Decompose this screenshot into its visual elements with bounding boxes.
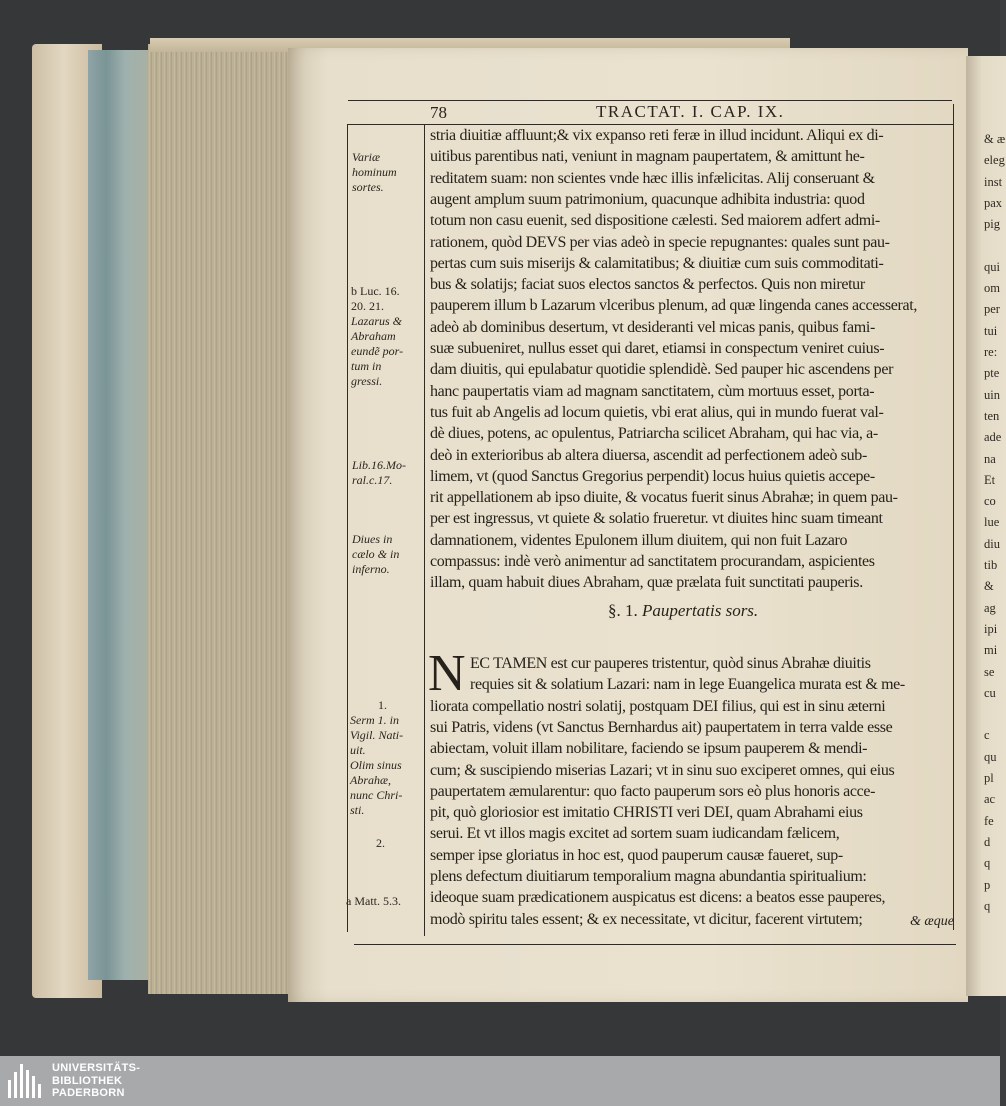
library-logo-icon bbox=[8, 1064, 44, 1098]
margin-note-matt bbox=[346, 894, 401, 909]
text-line: damnationem, videntes Epulonem illum diuitem, qui non fuit Lazaro bbox=[430, 531, 848, 549]
margin-note-line: uit. bbox=[350, 743, 366, 757]
text-line: dè diues, potens, ac opulentus, Patriarcha scilicet Abraham, qui hac via, a- bbox=[430, 425, 878, 443]
text-line: augent amplum suum patrimonium, quacunque adhibita industria: quod bbox=[430, 190, 865, 208]
recto-fragment: re: bbox=[984, 345, 998, 359]
running-head: TRACTAT. I. CAP. IX. bbox=[596, 102, 785, 121]
text-line: suæ subueniret, nullus esset qui daret, etiamsi in conspectum veniret cuius- bbox=[430, 340, 885, 357]
recto-fragment: cu bbox=[984, 685, 996, 700]
margin-note-line: Abrahæ, bbox=[350, 773, 392, 787]
margin-note-moral bbox=[352, 458, 406, 488]
margin-note-line: tum in bbox=[351, 359, 382, 373]
recto-fragment: pl bbox=[984, 771, 994, 785]
margin-note-varia bbox=[352, 150, 397, 195]
text-line: cum; & suscipiendo miserias Lazari; vt in sinu suo exciperet omnes, qui eius bbox=[430, 761, 895, 779]
margin-note-line: nunc Chri- bbox=[350, 788, 403, 802]
margin-note-line: inferno. bbox=[352, 562, 390, 576]
recto-fragment: co bbox=[984, 494, 996, 509]
text-line: pauperem illum b Lazarum vlceribus plenum, ad quæ lingenda canes accesserat, bbox=[430, 297, 917, 315]
recto-fragment: ipi bbox=[984, 621, 998, 636]
library-name-line: BIBLIOTHEK bbox=[52, 1074, 123, 1087]
section-number: §. 1. bbox=[608, 601, 638, 620]
text-line: totum non casu euenit, sed dispositione cælesti. Sed maiorem adfert admi- bbox=[430, 212, 880, 230]
text-line: stria diuitiæ affluunt;& vix expanso reti feræ in illud incidunt. Aliqui ex di- bbox=[430, 127, 884, 144]
recto-fragment: q bbox=[984, 856, 991, 871]
margin-note-line: a Matt. 5.3. bbox=[346, 894, 401, 908]
recto-fragment: diu bbox=[984, 536, 1000, 551]
recto-fragment: c bbox=[984, 728, 990, 743]
margin-note-line: Lib.16.Mo- bbox=[352, 458, 406, 472]
text-line: ideoque suam prædicationem auspicatus est dicens: a beatos esse pauperes, bbox=[430, 889, 886, 907]
text-line: pertas cum suis miserijs & calamitatibus; & diuitiæ cum suis commoditati- bbox=[430, 254, 884, 272]
recto-fragment: ten bbox=[984, 408, 1000, 423]
text-line: rit appellationem ab ipso diuite, & vocatus fuerit sinus Abrahæ; in quem pau- bbox=[430, 489, 898, 507]
recto-fragment: mi bbox=[984, 643, 998, 658]
text-line: dam diuitis, qui epulabatur quotidie splendidè. Sed pauper hic ascendens per bbox=[430, 361, 894, 379]
margin-note-line: Vigil. Nati- bbox=[350, 728, 404, 742]
recto-fragment: na bbox=[984, 451, 996, 466]
recto-fragment: inst bbox=[984, 174, 1003, 189]
text-line: plens defectum diuitiarum temporalium magna abundantia spiritualium: bbox=[430, 868, 867, 885]
margin-note-line: Serm 1. in bbox=[350, 713, 399, 727]
text-line: sui Patris, videns (vt Sanctus Bernhardus ait) paupertatem in terra valde esse bbox=[430, 718, 893, 736]
recto-fragment: lue bbox=[984, 515, 1000, 530]
margin-note-line: Olim sinus bbox=[350, 758, 402, 772]
margin-note-line: cælo & in bbox=[352, 547, 400, 561]
recto-fragment: uin bbox=[984, 387, 1000, 402]
recto-fragment: & bbox=[984, 579, 994, 594]
header-rule bbox=[348, 100, 952, 101]
margin-note-number-2 bbox=[376, 836, 385, 851]
page-stack bbox=[148, 44, 298, 994]
margin-note-line: 2. bbox=[376, 836, 385, 850]
footer-rule bbox=[354, 944, 956, 945]
footer-bar bbox=[0, 1056, 1000, 1106]
text-line: pit, quò gloriosior est imitatio CHRISTI veri DEI, quam Abrahami eius bbox=[430, 804, 863, 822]
library-name-line: PADERBORN bbox=[52, 1087, 125, 1099]
text-line: hanc paupertatis viam ad magnam sanctitatem, cùm mortuus esset, porta- bbox=[430, 382, 875, 400]
margin-column-rule-left bbox=[347, 124, 348, 932]
margin-note-line: b Luc. 16. bbox=[351, 284, 400, 298]
margin-note-line: eundẽ por- bbox=[351, 344, 404, 358]
margin-note-line: 20. 21. bbox=[351, 299, 384, 313]
text-line: per est ingressus, vt quiete & solatio frueretur. vt diuites hinc suam timeant bbox=[430, 510, 883, 528]
recto-fragment: fe bbox=[984, 813, 994, 828]
text-line: uitibus parentibus nati, veniunt in magnam paupertatem, & amittunt he- bbox=[430, 148, 865, 166]
recto-fragment: se bbox=[984, 664, 995, 679]
text-line: illam, quam habuit diues Abraham, quæ prælata fuit sunctitati pauperis. bbox=[430, 574, 863, 592]
margin-note-line: 1. bbox=[378, 698, 387, 712]
text-block-rule-right bbox=[953, 104, 954, 930]
recto-fragment: pte bbox=[984, 366, 1000, 381]
recto-fragment: qu bbox=[984, 749, 997, 764]
text-line: reditatem suam: non scientes vnde hæc illis infælicitas. Alij conseruant & bbox=[430, 169, 875, 187]
text-line: deò in exterioribus ab altera diuersa, ascendit ad perfectionem adeò sub- bbox=[430, 446, 867, 464]
text-line: modò spiritu tales essent; & ex necessitate, vt dicitur, facerent virtutem; bbox=[430, 910, 863, 928]
recto-fragment: eleg bbox=[984, 153, 1005, 168]
margin-note-line: Variæ bbox=[352, 150, 381, 164]
text-line: liorata compellatio nostri solatij, postquam DEI filius, qui est in sinu æterni bbox=[430, 697, 886, 715]
library-name bbox=[52, 1062, 140, 1100]
margin-note-line: gressi. bbox=[351, 374, 383, 388]
text-line: paupertatem æmularentur: quo facto pauperum sors eò plus honoris acce- bbox=[430, 782, 876, 800]
page-number: 78 bbox=[430, 103, 447, 122]
recto-fragment: qui bbox=[984, 259, 1000, 274]
recto-fragment: d bbox=[984, 834, 991, 849]
text-line: requies sit & solatium Lazari: nam in lege Euangelica murata est & me- bbox=[470, 676, 905, 694]
recto-fragment: ag bbox=[984, 600, 996, 615]
margin-note-luc bbox=[351, 284, 403, 389]
text-line: tus fuit ab Angelis ad locum quietis, vbi erat alius, qui in mundo fuerat val- bbox=[430, 403, 884, 421]
margin-note-line: Lazarus & bbox=[351, 314, 403, 328]
text-line: EC TAMEN est cur pauperes tristentur, quòd sinus Abrahæ diuitis bbox=[470, 655, 871, 672]
text-line: semper ipse gloriatus in hoc est, quod pauperum causæ faueret, sup- bbox=[430, 846, 843, 864]
library-name-line: UNIVERSITÄTS- bbox=[52, 1062, 141, 1074]
recto-fragment: & æ bbox=[984, 132, 1006, 146]
margin-note-line: sortes. bbox=[352, 180, 384, 194]
text-line: serui. Et vt illos magis excitet ad sortem suam iudicandam fælicem, bbox=[430, 825, 840, 843]
section-title: Paupertatis sors. bbox=[642, 601, 759, 620]
recto-fragment: ade bbox=[984, 430, 1002, 445]
text-line: rationem, quòd DEVS per vias adeò in specie repugnantes: quales sunt pau- bbox=[430, 233, 890, 251]
text-line: bus & solatijs; faciat suos electos sanctos & perfectos. Quis non miretur bbox=[430, 276, 865, 294]
margin-note-line: Diues in bbox=[352, 532, 393, 546]
margin-note-line: hominum bbox=[352, 165, 397, 179]
recto-fragment: tui bbox=[984, 323, 998, 338]
recto-fragment: tib bbox=[984, 558, 998, 572]
recto-fragment: p bbox=[984, 877, 991, 892]
margin-note-line: ral.c.17. bbox=[352, 473, 393, 487]
catchword: & æque bbox=[910, 914, 954, 929]
section-heading bbox=[608, 601, 758, 621]
recto-fragment: Et bbox=[984, 472, 996, 487]
book-fore-edge bbox=[88, 50, 150, 980]
drop-cap: N bbox=[428, 645, 466, 702]
recto-fragment: om bbox=[984, 281, 1000, 296]
margin-note-line: sti. bbox=[350, 803, 365, 817]
recto-fragment: q bbox=[984, 898, 991, 913]
recto-fragment: per bbox=[984, 302, 1000, 317]
recto-fragment: pax bbox=[984, 195, 1003, 210]
text-line: limem, vt (quod Sanctus Gregorius perpendit) locus huius quietis accepe- bbox=[430, 467, 875, 485]
margin-note-diues bbox=[352, 532, 399, 577]
margin-note-sermo bbox=[350, 698, 403, 818]
text-line: abiectam, voluit illam nobilitare, faciendo se ipsum pauperem & mendi- bbox=[430, 740, 868, 758]
margin-note-line: Abraham bbox=[351, 329, 396, 343]
text-line: compassus: indè verò animentur ad sanctitatem procurandam, aspicientes bbox=[430, 553, 875, 570]
recto-fragment: ac bbox=[984, 792, 996, 807]
recto-fragment: pig bbox=[984, 217, 1000, 232]
margin-column-rule-right bbox=[424, 124, 425, 936]
text-line: adeò ab dominibus desertum, vt desideranti vel micas panis, quibus fami- bbox=[430, 318, 875, 336]
